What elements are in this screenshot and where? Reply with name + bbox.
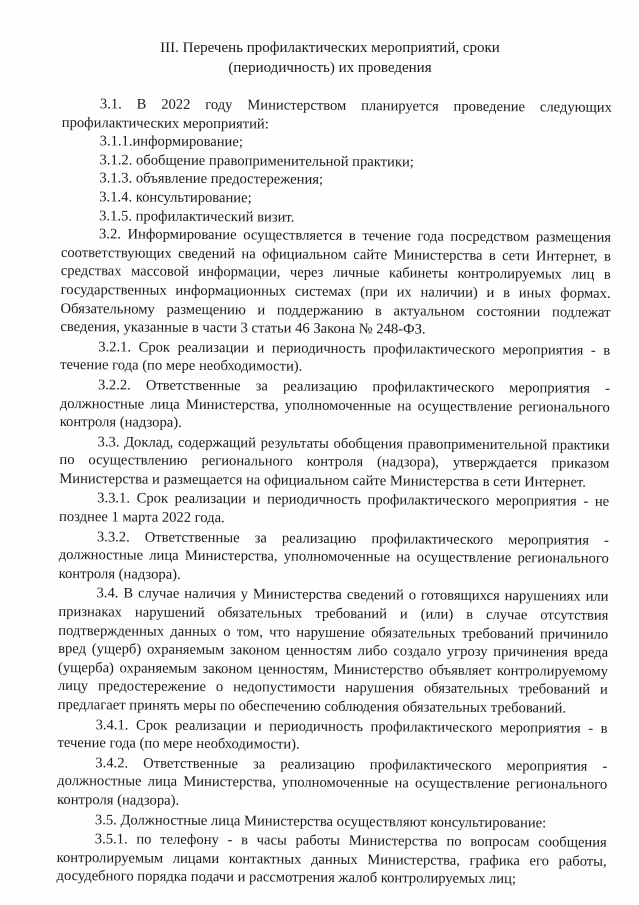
document-body [56,95,612,890]
section-title-line-1: III. Перечень профилактических мероприятий, сроки [160,40,500,56]
paragraph-3-4-2: 3.4.2. Ответственные за реализацию профилактического мероприятия - должностные лица Министерства, уполномоченные на осуществление регионального контроля (надзора). [57,755,608,809]
list-item-3-1-4: 3.1.4. консультирование; [99,189,252,207]
paragraph-3-1: 3.1. В 2022 году Министерством планируется проведение следующих профилактических мероприятий: [61,96,612,133]
paragraph-3-4-1: 3.4.1. Срок реализации и периодичность профилактического мероприятия - в течение года (по мере необходимости). [57,716,608,753]
paragraph-3-5-1: 3.5.1. по телефону - в часы работы Министерства по вопросам сообщения контролируемым лицами контактных данных Министерства, графика его работы, досудебного порядка подачи и рассмотрения жалоб контролируемых лиц; [56,831,607,888]
list-item-3-1-5: 3.1.5. профилактический визит. [99,207,295,226]
paragraph-3-4: 3.4. В случае наличия у Министерства сведений о готовящихся нарушениях или признаках нарушений обязательных требований и (или) в случае отсутствия подтвержденных данных о том, что нарушение обязательных требований причинило вред (ущерб) охраняемым законом ценностям либо создало угрозу причинения вреда (ущерба) охраняемым законом ценностям, Министерство объявляет контролируемому лицу предостережение о недопустимости нарушения обязательных требований и предлагает принять меры по обеспечению соблюдения обязательных требований. [57,585,609,717]
list-item-3-1-2: 3.1.2. обобщение правоприменительной практики; [99,152,414,171]
paragraph-3-3-2: 3.3.2. Ответственные за реализацию профилактического мероприятия - должностные лица Министерства, уполномоченные на осуществление регионального контроля (надзора). [58,528,609,583]
paragraph-3-2-2: 3.2.2. Ответственные за реализацию профилактического мероприятия - должностные лица Министерства, уполномоченные на осуществление регионального контроля (надзора). [59,377,611,431]
paragraph-3-2: 3.2. Информирование осуществляется в течение года посредством размещения соответствующих сведений на официальном сайте Министерства в сети Интернет, в средствах массовой информации, через личные кабинеты контролируемых лиц в государственных информационных системах (при их наличии) и в иных формах. Обязательному размещению и поддержанию в актуальном состоянии подлежат сведения, указанные в части 3 статьи 46 Закона № 248-ФЗ. [60,226,612,338]
paragraph-3-3-1: 3.3.1. Срок реализации и периодичность профилактического мероприятия - не позднее 1 марта 2022 года. [58,490,610,527]
list-item-3-1-3: 3.1.3. объявление предостережения; [99,170,324,189]
section-title-line-2: (периодичность) их проведения [228,60,432,76]
paragraph-3-5: 3.5. Должностные лица Министерства осуществляют консультирование: [94,811,547,831]
list-item-3-1-1: 3.1.1.информирование; [99,133,243,151]
paragraph-3-2-1: 3.2.1. Срок реализации и периодичность профилактического мероприятия - в течение года (по мере необходимости). [60,338,611,375]
paragraph-3-3: 3.3. Доклад, содержащий результаты обобщения правоприменительной практики по осуществлению регионального контроля (надзора), утверждается приказом Министерства и размещается на официальном сайте Министерства в сети Интернет. [59,433,610,491]
